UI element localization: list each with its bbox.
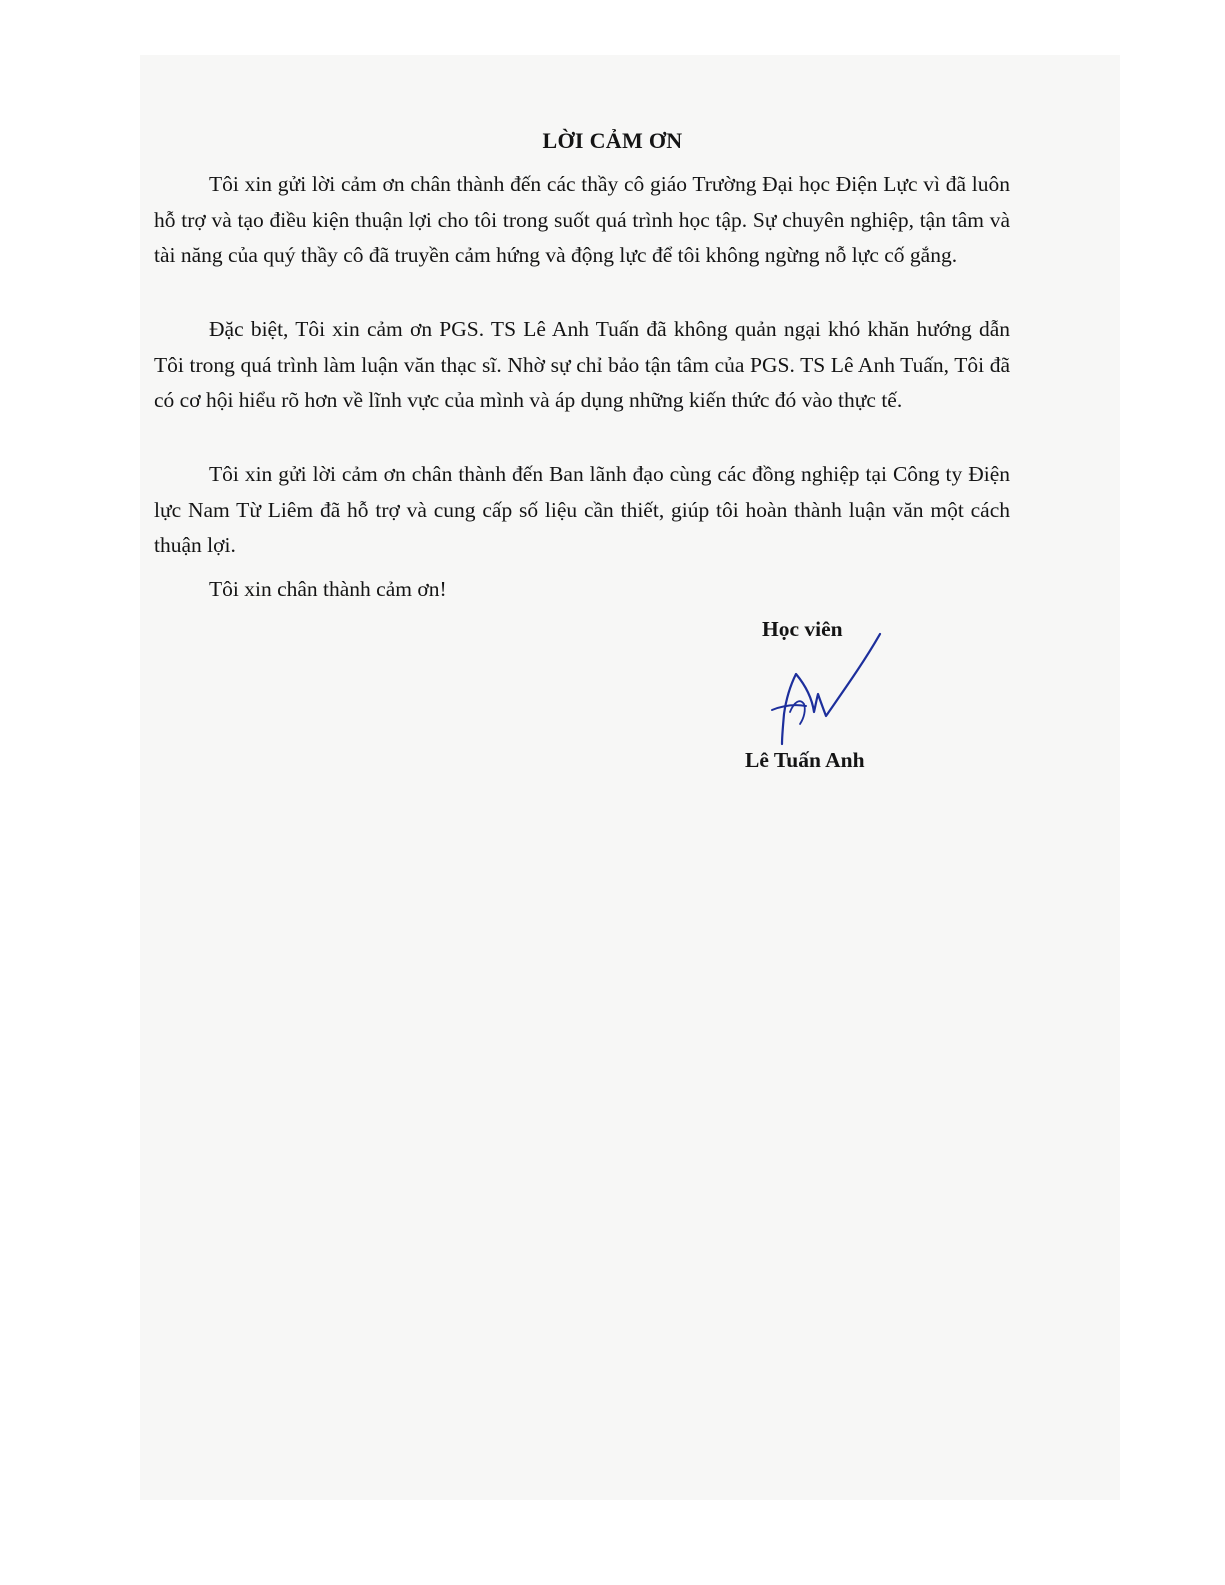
paragraph-thanks-company: Tôi xin gửi lời cảm ơn chân thành đến Ban lãnh đạo cùng các đồng nghiệp tại Công ty Điện lực Nam Từ Liêm đã hỗ trợ và cung cấp số liệu cần thiết, giúp tôi hoàn thành luận văn một cách thuận lợi. [154, 462, 1010, 557]
paragraph-closing: Tôi xin chân thành cảm ơn! [209, 577, 447, 601]
signer-name: Lê Tuấn Anh [745, 748, 865, 772]
paragraph-thanks-university: Tôi xin gửi lời cảm ơn chân thành đến các thầy cô giáo Trường Đại học Điện Lực vì đã luôn hỗ trợ và tạo điều kiện thuận lợi cho tôi trong suốt quá trình học tập. Sự chuyên nghiệp, tận tâm và tài năng của quý thầy cô đã truyền cảm hứng và động lực để tôi không ngừng nỗ lực cố gắng. [154, 172, 1010, 267]
paragraph-thanks-supervisor: Đặc biệt, Tôi xin cảm ơn PGS. TS Lê Anh Tuấn đã không quản ngại khó khăn hướng dẫn Tôi trong quá trình làm luận văn thạc sĩ. Nhờ sự chỉ bảo tận tâm của PGS. TS Lê Anh Tuấn, Tôi đã có cơ hội hiểu rõ hơn về lĩnh vực của mình và áp dụng những kiến thức đó vào thực tế. [154, 317, 1010, 412]
page-title: LỜI CẢM ƠN [542, 128, 683, 153]
handwritten-signature-icon [760, 628, 890, 748]
signer-role: Học viên [762, 617, 843, 641]
